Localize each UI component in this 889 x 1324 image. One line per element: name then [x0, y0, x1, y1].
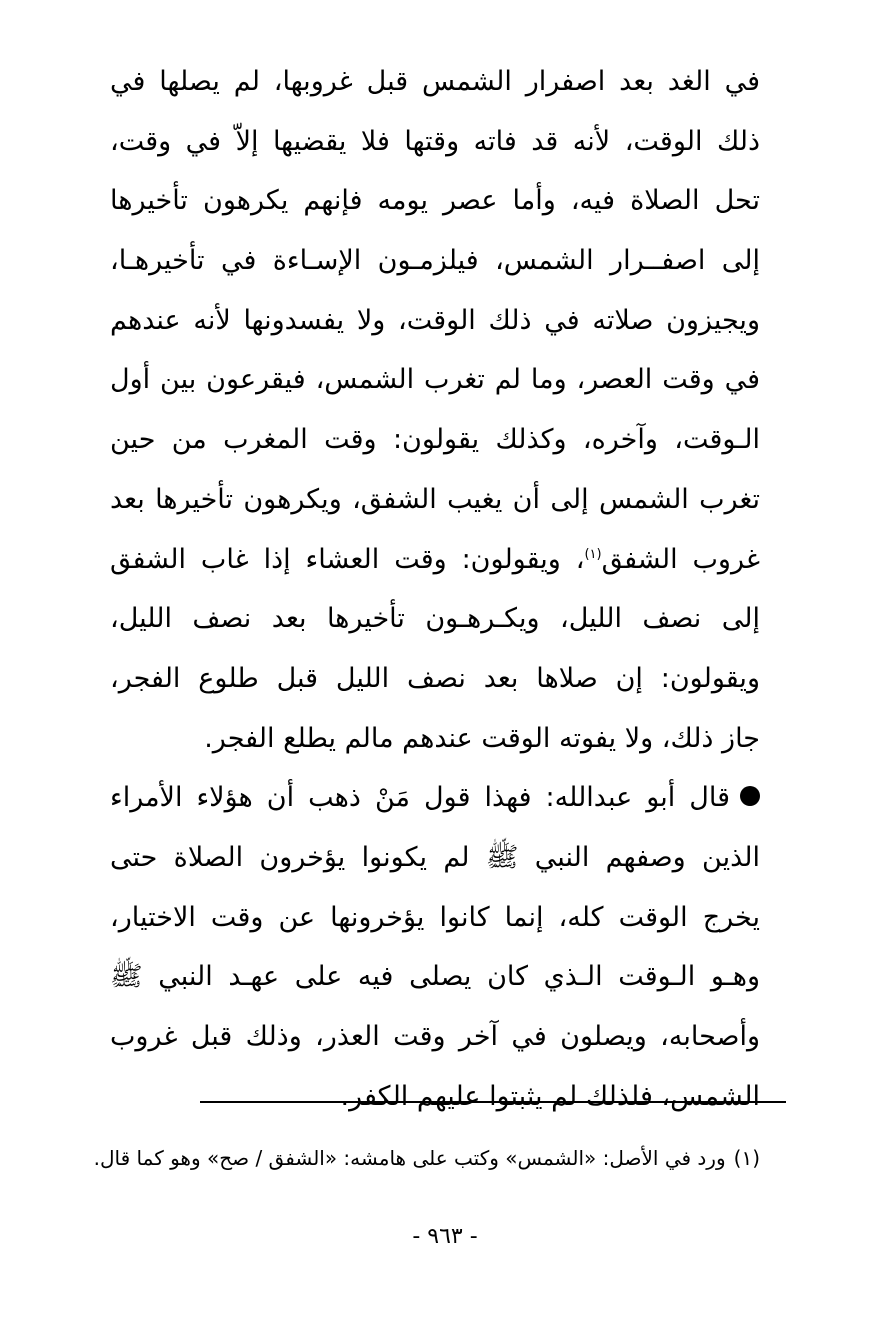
text-line-13	[110, 768, 760, 828]
text-line-7: الـوقت، وآخره، وكذلك يقولون: وقت المغرب من حين	[110, 424, 760, 456]
text-line-15: يخرج الوقت كله، إنما كانوا يؤخرونها عن وقت الاختيار،	[110, 901, 760, 933]
text-line-4: إلى اصفــرار الشمس، فيلزمـون الإسـاءة في تأخيرهـا،	[110, 245, 760, 277]
text-line-14: الذين وصفهم النبي ﷺ لم يكونوا يؤخرون الصلاة حتى	[110, 841, 760, 873]
text-line-13-text: قال أبو عبدالله: فهذا قول مَنْ ذهب أن هؤلاء الأمراء	[110, 782, 730, 814]
footnote-text: ورد في الأصل: «الشمس» وكتب على هامشه: «الشفق / صح» وهو كما قال.	[93, 1146, 726, 1170]
main-text	[110, 52, 760, 1126]
bullet-icon	[740, 786, 760, 806]
text-line-8: تغرب الشمس إلى أن يغيب الشفق، ويكرهون تأخيرها بعد	[110, 483, 760, 515]
text-line-5: ويجيزون صلاته في ذلك الوقت، ولا يفسدونها لأنه عندهم	[110, 304, 760, 336]
text-line-9-end: ، ويقولون: وقت العشاء إذا غاب الشفق	[110, 543, 585, 575]
footnote-reference[interactable]: (١)	[584, 546, 602, 562]
text-line-11: ويقولون: إن صلاها بعد نصف الليل قبل طلوع الفجر،	[110, 662, 760, 694]
footnote-divider	[200, 1101, 786, 1103]
text-line-2: ذلك الوقت، لأنه قد فاته وقتها فلا يقضيها إلاّ في وقت،	[110, 125, 760, 157]
text-line-17: وأصحابه، ويصلون في آخر وقت العذر، وذلك قبل غروب	[110, 1021, 760, 1052]
page-number: - ٩٦٣ -	[412, 1224, 478, 1249]
footnote-number: (١)	[733, 1146, 760, 1170]
text-line-6: في وقت العصر، وما لم تغرب الشمس، فيقرعون بين أول	[110, 364, 760, 396]
text-line-10: إلى نصف الليل، ويكـرهـون تأخيرها بعد نصف الليل،	[110, 603, 760, 635]
text-line-9	[110, 530, 760, 590]
text-line-16: وهـو الـوقت الـذي كان يصلى فيه على عهـد النبي ﷺ	[110, 961, 760, 993]
text-line-18: الشمس، فلذلك لم يثبتوا عليهم الكفر.	[340, 1080, 760, 1112]
text-line-9-start: غروب الشفق	[601, 543, 760, 575]
text-line-1: في الغد بعد اصفرار الشمس قبل غروبها، لم يصلها في	[110, 66, 760, 97]
text-line-3: تحل الصلاة فيه، وأما عصر يومه فإنهم يكرهون تأخيرها	[110, 185, 760, 217]
footnote	[93, 1138, 760, 1178]
text-line-12: جاز ذلك، ولا يفوته الوقت عندهم مالم يطلع الفجر.	[204, 722, 760, 754]
